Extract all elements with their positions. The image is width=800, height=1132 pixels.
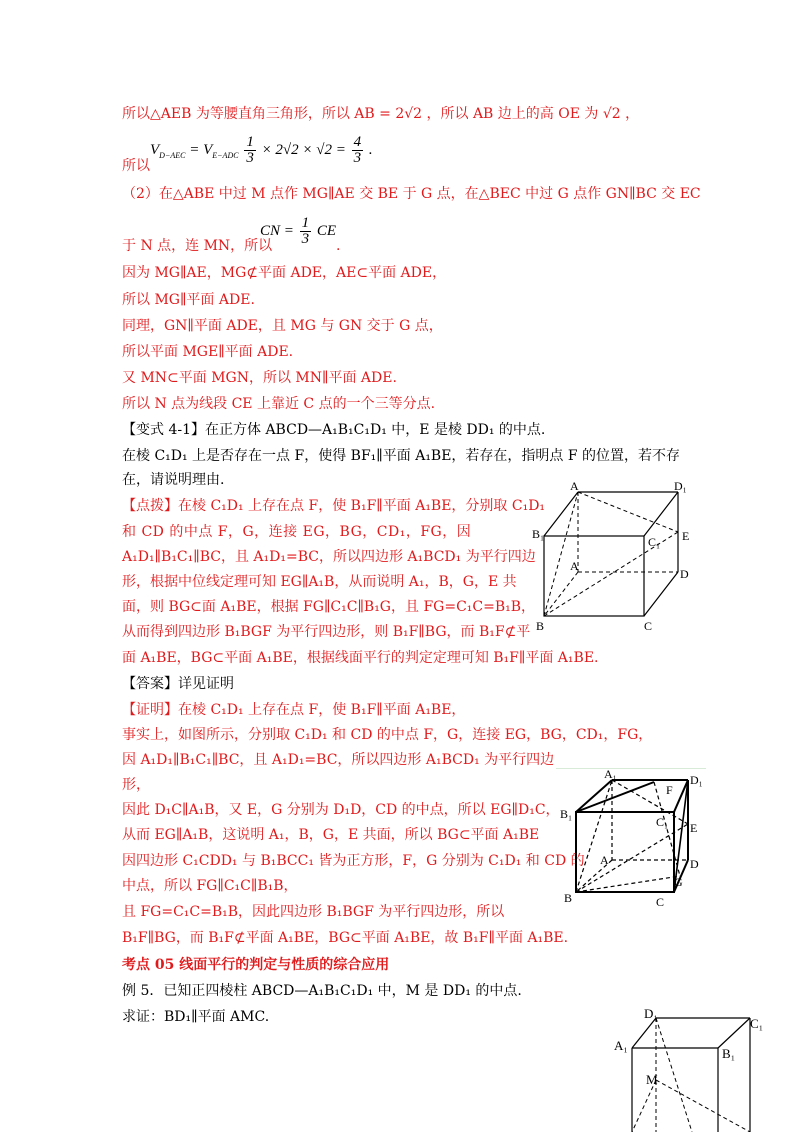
text-line-23: 事实上，如图所示，分别取 C₁D₁ 和 CD 的中点 F，G，连接 EG，BG，CD₁，FG， [122, 727, 653, 743]
text-line-17: 形，根据中位线定理可知 EG∥A₁B，从而说明 A₁，B，G，E 共 [122, 574, 517, 590]
text-line-33: 例 5．已知正四棱柱 ABCD—A₁B₁C₁D₁ 中，M 是 DD₁ 的中点. [122, 983, 522, 999]
text-line-18: 面，则 BG⊂面 A₁BE，根据 FG∥C₁C∥B₁G，且 FG=C₁C=B₁B， [122, 599, 536, 615]
formula-volume: $V_{D-AEC} = V_{E-ADC}$ $\frac{1}{3}$ × 2√2 × √2 = $\frac{4}{3}$ . [150, 134, 373, 166]
text-line-10: 所以 N 点为线段 CE 上靠近 C 点的一个三等分点. [122, 396, 436, 412]
text-line-5: 因为 MG∥AE，MG⊄平面 ADE，AE⊂平面 ADE， [122, 265, 447, 281]
fig3-label-d1: D₁ [644, 1006, 658, 1021]
text-line-21: 【答案】详见证明 [122, 676, 234, 692]
text-line-9: 又 MN⊂平面 MGN，所以 MN∥平面 ADE. [122, 370, 397, 386]
fig1-label-a1: A [570, 479, 579, 493]
text-line-6: 所以 MG∥平面 ADE. [122, 292, 255, 308]
text-line-28: 因四边形 C₁CDD₁ 与 B₁BCC₁ 皆为正方形，F，G 分别为 C₁D₁ 和 CD 的 [122, 853, 585, 869]
fig1-label-d1: D₁ [674, 479, 687, 493]
formula-cn: CN = $\frac{1}{3}$ CE [260, 215, 337, 247]
cube-figure-1 [530, 476, 700, 636]
text-line-12: 在棱 C₁D₁ 上是否存在一点 F，使得 BF₁∥平面 A₁BE，若存在，指明点 F 的位置，若不存 [122, 448, 681, 464]
text-line-34: 求证：BD₁∥平面 AMC. [122, 1009, 270, 1025]
text-line-4: 于 N 点，连 MN，所以 [122, 238, 273, 254]
fig1-label-e: E [682, 529, 690, 543]
fig2-label-g: G [674, 875, 683, 889]
fig2-label-a1: A₁ [604, 768, 617, 781]
text-line-11: 【变式 4-1】在正方体 ABCD—A₁B₁C₁D₁ 中，E 是棱 DD₁ 的中点. [122, 422, 546, 438]
fig2-label-b1: B₁ [560, 807, 573, 821]
text-line-25: 形， [122, 777, 150, 793]
fig2-label-d1: D₁ [690, 773, 703, 787]
fig3-label-m: M [646, 1072, 658, 1087]
text-line-7: 同理，GN∥平面 ADE，且 MG 与 GN 交于 G 点， [122, 318, 443, 334]
fig2-label-a: A [600, 853, 609, 867]
fig3-label-c1: C₁ [750, 1016, 764, 1031]
text-line-24: 因 A₁D₁∥B₁C₁∥BC，且 A₁D₁=BC，所以四边形 A₁BCD₁ 为平行四边 [122, 752, 555, 768]
text-line-4-end: . [336, 238, 341, 254]
fig2-label-b: B [564, 891, 573, 905]
fig2-label-f: F [666, 783, 673, 797]
text-line-22: 【证明】在棱 C₁D₁ 上存在点 F，使 B₁F∥平面 A₁BE， [122, 702, 466, 718]
text-line-15: 和 CD 的中点 F，G，连接 EG，BG，CD₁，FG，因 [122, 524, 472, 540]
fig1-label-b: B [536, 619, 545, 633]
text-line-3: （2）在△ABE 中过 M 点作 MG∥AE 交 BE 于 G 点，在△BEC 中过 G 点作 GN∥BC 交 EC [122, 186, 701, 202]
fig1-label-c1: C₁ [648, 535, 661, 549]
text-line-19: 从而得到四边形 B₁BGF 为平行四边形，则 B₁F∥BG，而 B₁F⊄平 [122, 624, 531, 640]
fig3-label-b1: B₁ [722, 1046, 736, 1061]
text-line-27: 从而 EG∥A₁B，这说明 A₁，B，G，E 共面，所以 BG⊂平面 A₁BE [122, 827, 540, 843]
cube-figure-2 [556, 768, 716, 908]
fig1-label-c: C [644, 619, 653, 633]
text-line-16: A₁D₁∥B₁C₁∥BC，且 A₁D₁=BC，所以四边形 A₁BCD₁ 为平行四边 [122, 549, 536, 565]
text-line-1: 所以△AEB 为等腰直角三角形，所以 AB = 2√2 ，所以 AB 边上的高 OE 为 √2 ， [122, 106, 640, 122]
text-line-29: 中点，所以 FG∥C₁C∥B₁B， [122, 878, 298, 894]
fig2-label-e: E [690, 821, 698, 835]
fig1-label-b1: B₁ [532, 527, 545, 541]
fig2-label-c: C [656, 895, 665, 908]
fig2-label-d: D [690, 857, 699, 871]
text-line-13: 在，请说明理由. [122, 472, 225, 488]
text-line-26: 因此 D₁C∥A₁B，又 E，G 分别为 D₁D，CD 的中点，所以 EG∥D₁C， [122, 802, 560, 818]
fig1-label-a: A [570, 559, 579, 573]
fig2-label-c1: C₁ [656, 815, 669, 829]
fig1-label-d: D [680, 567, 689, 581]
text-line-2-prefix: 所以 [122, 158, 150, 174]
section-heading: 考点 05 线面平行的判定与性质的综合应用 [122, 957, 390, 973]
fig3-label-a1: A₁ [614, 1038, 628, 1053]
text-line-8: 所以平面 MGE∥平面 ADE. [122, 344, 294, 360]
prism-figure-3 [610, 1004, 770, 1132]
text-line-20: 面 A₁BE，BG⊂平面 A₁BE，根据线面平行的判定定理可知 B₁F∥平面 A₁BE. [122, 650, 599, 666]
text-line-30: 且 FG=C₁C=B₁B，因此四边形 B₁BGF 为平行四边形，所以 [122, 904, 505, 920]
text-line-31: B₁F∥BG，而 B₁F⊄平面 A₁BE，BG⊂平面 A₁BE，故 B₁F∥平面 A₁BE. [122, 930, 569, 946]
text-line-14: 【点拨】在棱 C₁D₁ 上存在点 F，使 B₁F∥平面 A₁BE，分别取 C₁D₁ [122, 498, 546, 514]
